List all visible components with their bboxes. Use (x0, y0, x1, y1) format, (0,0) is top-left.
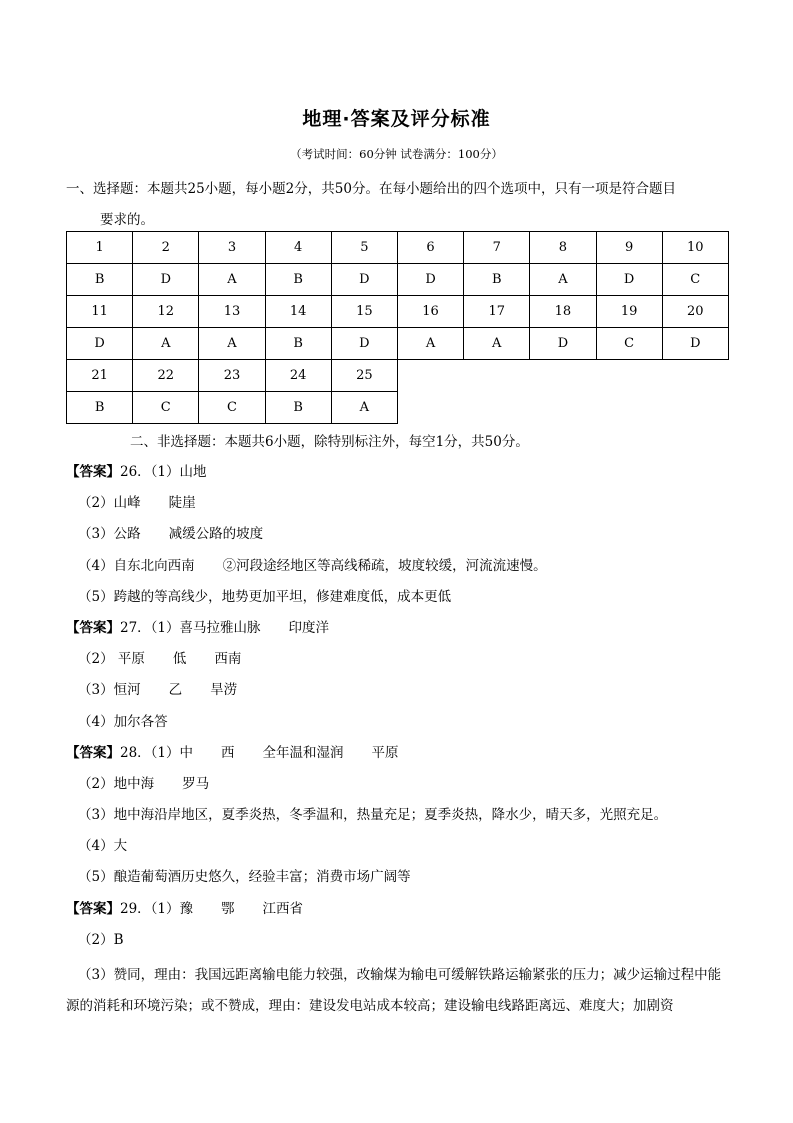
answer-29-3: （3）赞同，理由：我国远距离输电能力较强，改输煤为输电可缓解铁路运输紧张的压力；减少运输过程中能源的消耗和环境污染；或不赞成，理由：建设发电站成本较高；建设输电线路距离远、难度大；加剧资 (66, 967, 722, 1014)
table-cell: 20 (662, 296, 728, 328)
answer-text: （5）跨越的等高线少，地势更加平坦，修建难度低，成本更低 (78, 588, 452, 605)
answer-text: 平原 (371, 744, 399, 761)
table-cell: 22 (133, 360, 199, 392)
table-cell: 17 (464, 296, 530, 328)
answer-line (66, 461, 728, 492)
answer-text: 罗马 (182, 775, 210, 792)
answer-text: 28．（1）中 (120, 744, 194, 761)
table-cell: A (199, 328, 265, 360)
answer-text: （4）自东北向西南 (78, 557, 195, 574)
answer-line (78, 586, 728, 617)
answer-text: 减缓公路的坡度 (168, 526, 264, 543)
table-cell: B (67, 392, 133, 424)
empty-cell (662, 392, 728, 424)
answer-line (78, 555, 728, 586)
table-cell: 1 (67, 232, 133, 264)
table-cell: 10 (662, 232, 728, 264)
section-1-instructions (66, 174, 728, 236)
table-row (67, 360, 729, 392)
empty-cell (530, 392, 596, 424)
table-cell: 2 (133, 232, 199, 264)
answer-text: 旱涝 (210, 682, 238, 699)
table-cell: 6 (397, 232, 463, 264)
table-cell: 7 (464, 232, 530, 264)
table-cell: B (67, 264, 133, 296)
table-cell: 14 (265, 296, 331, 328)
table-cell: D (331, 264, 397, 296)
table-cell: A (199, 264, 265, 296)
table-cell: 24 (265, 360, 331, 392)
table-cell: A (133, 328, 199, 360)
answer-text: 29．（1）豫 (120, 900, 194, 917)
table-cell: 25 (331, 360, 397, 392)
table-cell: C (596, 328, 662, 360)
answer-text: 全年温和湿润 (262, 744, 344, 761)
answer-line (78, 866, 728, 897)
table-cell: D (662, 328, 728, 360)
table-cell: C (133, 392, 199, 424)
table-cell: 13 (199, 296, 265, 328)
answer-text: 江西省 (262, 900, 304, 917)
empty-cell (662, 360, 728, 392)
answer-text: 27．（1）喜马拉雅山脉 (120, 619, 261, 636)
empty-cell (464, 360, 530, 392)
answer-text: （4）加尔各答 (78, 713, 168, 730)
table-cell: A (530, 264, 596, 296)
answer-line (78, 711, 728, 742)
table-cell: A (464, 328, 530, 360)
answer-tag: 【答案】 (66, 900, 120, 917)
table-cell: D (331, 328, 397, 360)
table-cell: 12 (133, 296, 199, 328)
empty-cell (596, 392, 662, 424)
table-cell: 9 (596, 232, 662, 264)
table-cell: D (530, 328, 596, 360)
answer-tag: 【答案】 (66, 744, 120, 761)
page-title: 地理·答案及评分标准 (302, 108, 491, 130)
table-cell: C (662, 264, 728, 296)
answer-line (66, 742, 728, 773)
table-cell: 11 (67, 296, 133, 328)
answer-line (78, 773, 728, 804)
table-cell: 18 (530, 296, 596, 328)
empty-cell (464, 392, 530, 424)
answer-text: （2） 平原 (78, 651, 145, 668)
table-cell: B (265, 328, 331, 360)
table-row (67, 296, 729, 328)
answer-text: 26．（1）山地 (120, 464, 207, 480)
table-cell: B (265, 264, 331, 296)
table-cell: 5 (331, 232, 397, 264)
answer-lines (66, 461, 728, 1022)
answer-line (78, 648, 728, 679)
table-cell: 23 (199, 360, 265, 392)
table-cell: C (199, 392, 265, 424)
table-cell: 3 (199, 232, 265, 264)
answer-text: 西 (221, 744, 235, 761)
answer-text: （3）恒河 (78, 682, 141, 699)
answer-line (78, 492, 728, 523)
answer-line (78, 523, 728, 554)
table-cell: B (464, 264, 530, 296)
table-row (67, 264, 729, 296)
answer-text: 印度洋 (288, 619, 330, 636)
empty-cell (596, 360, 662, 392)
empty-cell (397, 392, 463, 424)
answer-tag: 【答案】 (66, 619, 120, 636)
table-cell: D (397, 264, 463, 296)
exam-info: （考试时间：60分钟 试卷满分：100分） (290, 147, 503, 161)
answer-text: （3）地中海沿岸地区，夏季炎热，冬季温和，热量充足；夏季炎热，降水少，晴天多，光照充足。 (78, 807, 668, 824)
section-2-instructions: 二、非选择题：本题共6小题，除特别标注外，每空1分，共50分。 (130, 434, 529, 450)
empty-cell (397, 360, 463, 392)
answer-line (78, 929, 728, 960)
table-cell: 15 (331, 296, 397, 328)
table-cell: 16 (397, 296, 463, 328)
empty-cell (530, 360, 596, 392)
answer-text: 鄂 (221, 900, 235, 917)
table-cell: A (397, 328, 463, 360)
answer-text: （3）公路 (78, 526, 141, 543)
section-1-line-2: 要求的。 (100, 212, 154, 228)
table-cell: 8 (530, 232, 596, 264)
answer-text: （2）山峰 (78, 495, 141, 512)
answer-text: （2）B (78, 931, 124, 948)
table-cell: D (133, 264, 199, 296)
table-row (67, 328, 729, 360)
answer-text: 西南 (214, 651, 242, 668)
answer-tag: 【答案】 (66, 464, 120, 480)
table-row (67, 392, 729, 424)
answer-text: 陡崖 (168, 495, 196, 512)
answer-line (66, 617, 728, 648)
table-cell: D (67, 328, 133, 360)
table-cell: 19 (596, 296, 662, 328)
answer-line (78, 804, 728, 835)
section-1-line-1: 一、选择题：本题共25小题，每小题2分，共50分。在每小题给出的四个选项中，只有一项是符合题目 (66, 181, 676, 197)
table-cell: B (265, 392, 331, 424)
answer-text: 乙 (168, 682, 183, 699)
answer-line (78, 679, 728, 710)
answer-text: （5）酿造葡萄酒历史悠久，经验丰富；消费市场广阔等 (78, 869, 411, 886)
answer-line (78, 835, 728, 866)
table-cell: 4 (265, 232, 331, 264)
table-row (67, 232, 729, 264)
answer-text: （4）大 (78, 838, 128, 855)
answer-table (66, 231, 729, 424)
answer-line (66, 898, 728, 929)
table-cell: D (596, 264, 662, 296)
answer-text: 低 (172, 651, 187, 668)
table-cell: A (331, 392, 397, 424)
table-cell: 21 (67, 360, 133, 392)
answer-text: （2）地中海 (78, 775, 155, 792)
answer-text: ②河段途经地区等高线稀疏，坡度较缓，河流流速慢。 (222, 557, 547, 574)
